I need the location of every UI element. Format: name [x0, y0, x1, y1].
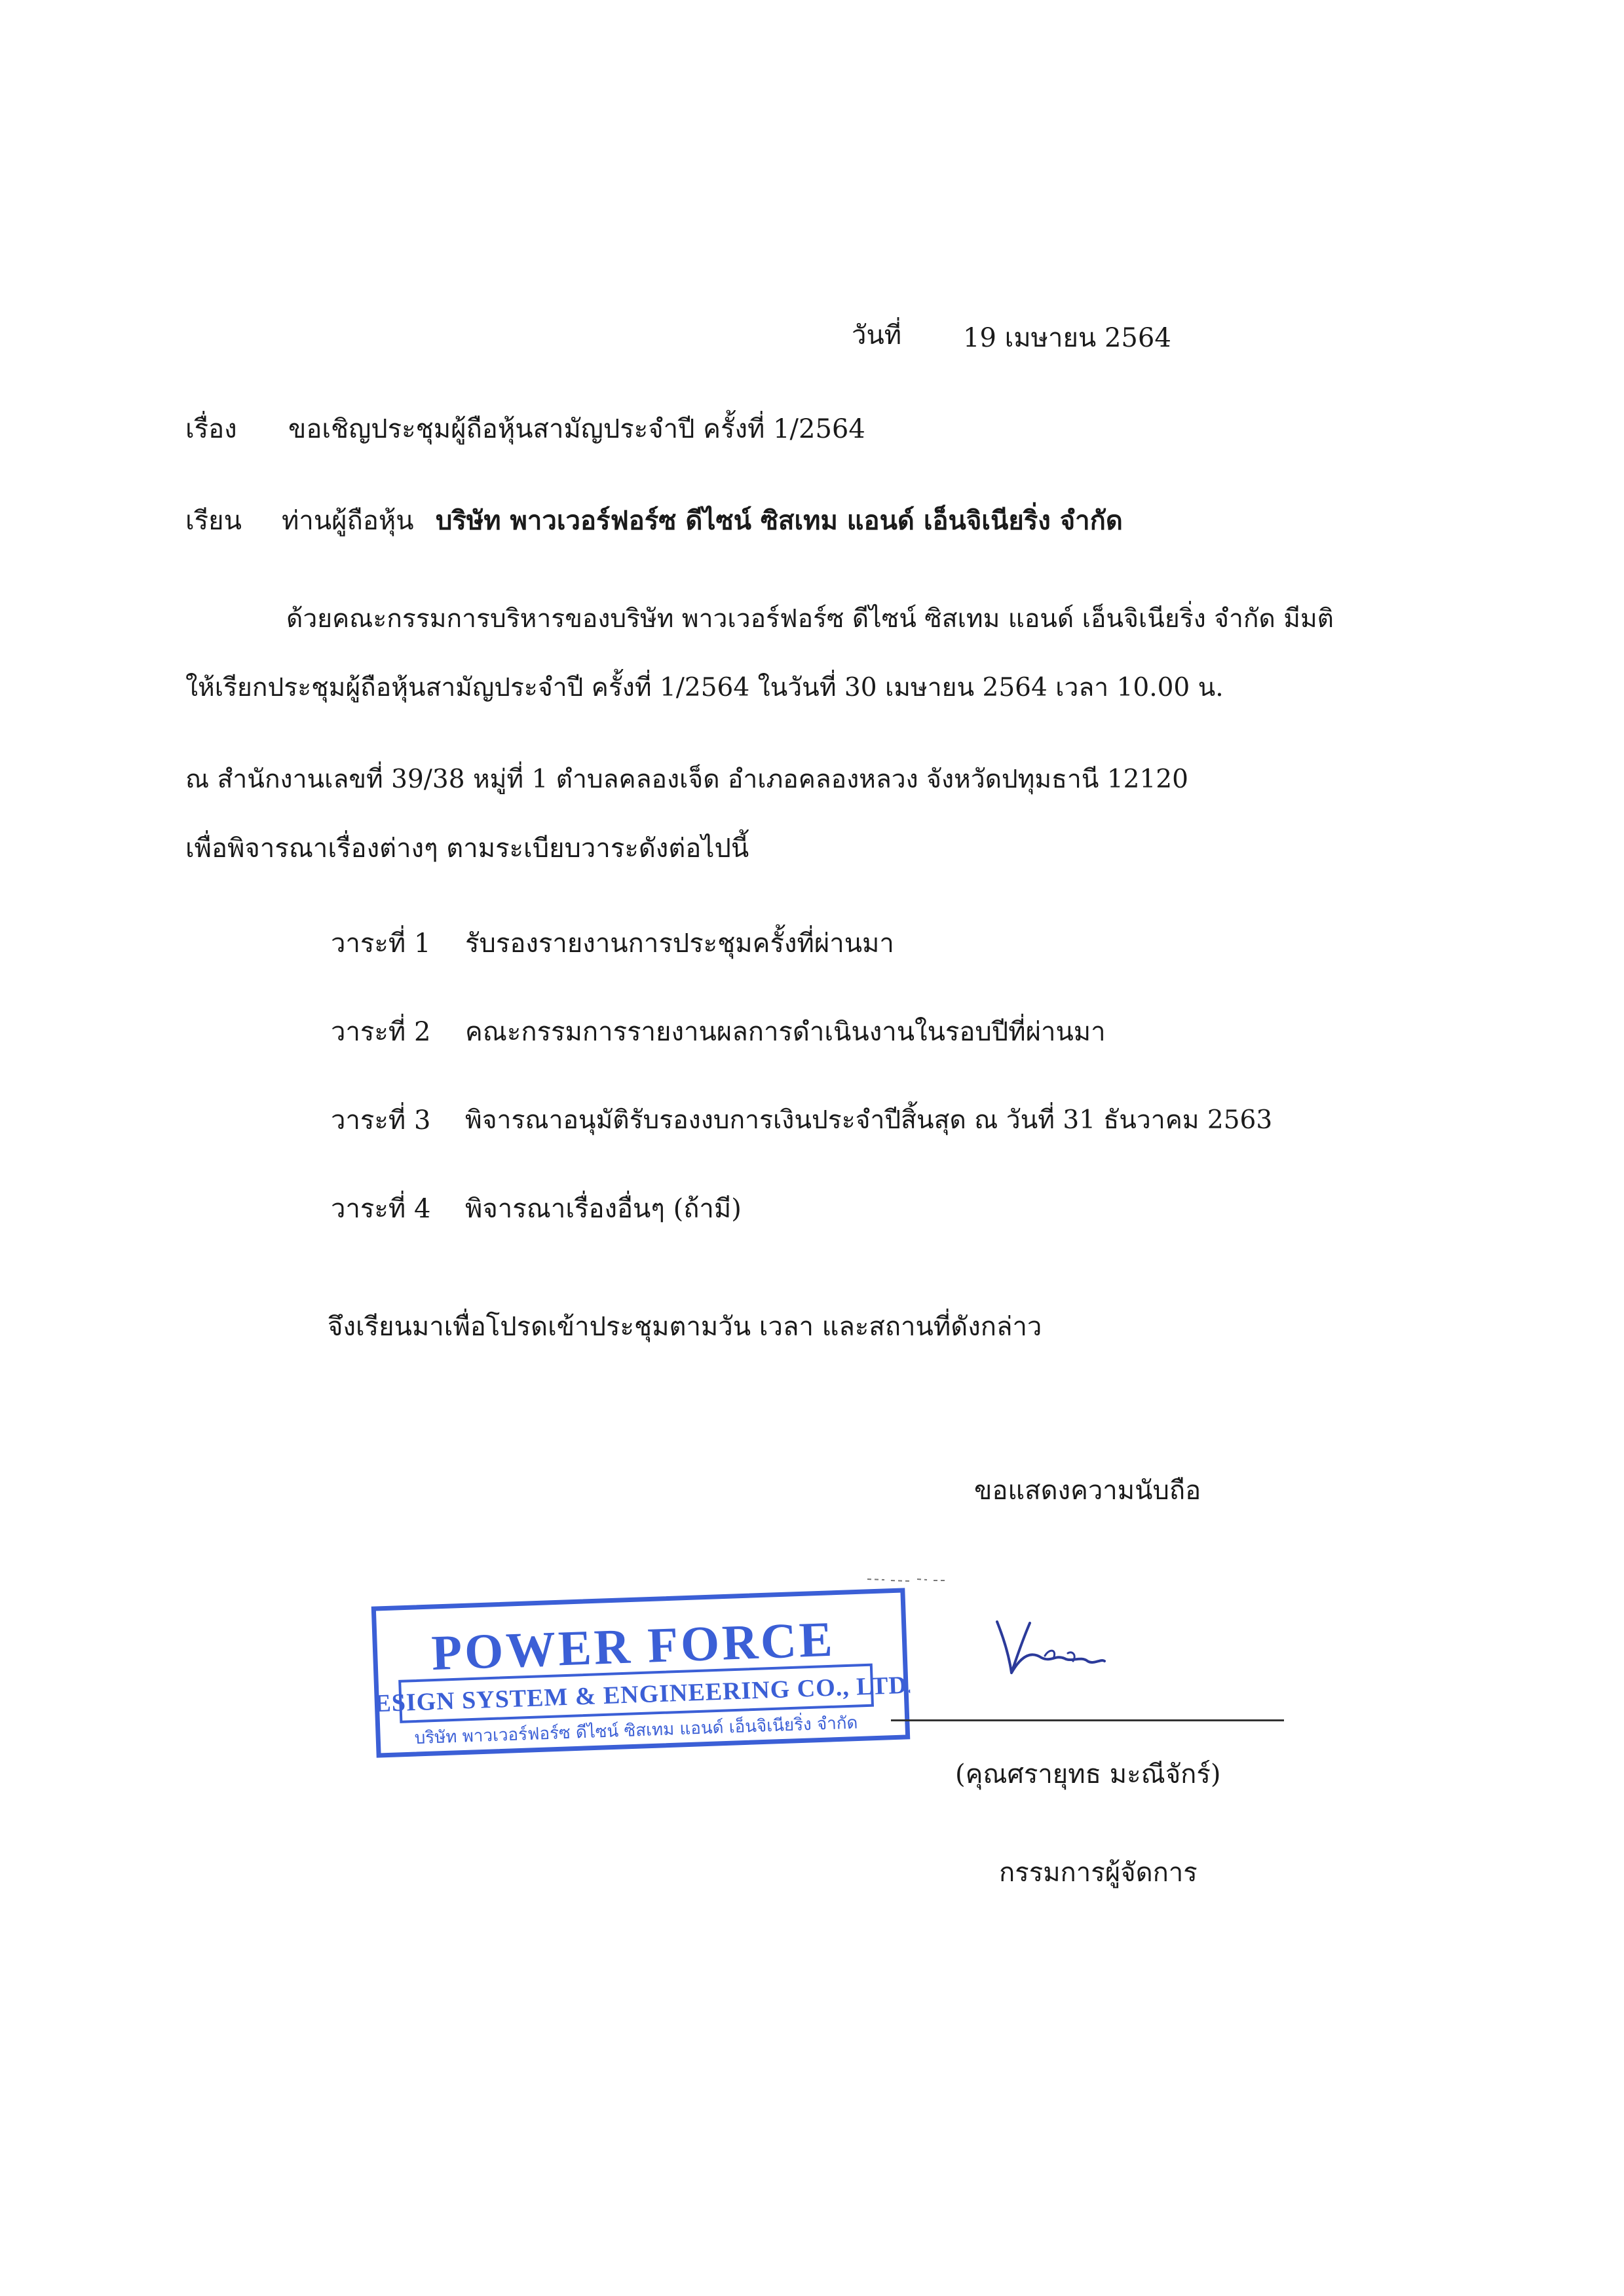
to-label: เรียน	[185, 506, 242, 536]
signatory-name: (คุณศรายุทธ มะณีจักร์)	[955, 1759, 1221, 1789]
handwritten-signature	[989, 1615, 1107, 1681]
stamp-line-3: บริษัท พาวเวอร์ฟอร์ซ ดีไซน์ ซิสเทม แอนด์ เอ็นจิเนียริ่ง จำกัด	[414, 1713, 858, 1749]
subject-text: ขอเชิญประชุมผู้ถือหุ้นสามัญประจำปี ครั้งที่ 1/2564	[288, 414, 865, 444]
regards-text: ขอแสดงความนับถือ	[974, 1476, 1201, 1506]
agenda-text-4: พิจารณาเรื่องอื่นๆ (ถ้ามี)	[465, 1194, 742, 1224]
body-line-2: ให้เรียกประชุมผู้ถือหุ้นสามัญประจำปี ครั้งที่ 1/2564 ในวันที่ 30 เมษายน 2564 เวลา 10.00 น.	[185, 673, 1224, 702]
stamp-line-2: DESIGN SYSTEM & ENGINEERING CO., LTD.	[369, 1671, 912, 1719]
to-prefix: ท่านผู้ถือหุ้น	[282, 506, 414, 536]
body-line-4: เพื่อพิจารณาเรื่องต่างๆ ตามระเบียบวาระดังต่อไปนี้	[185, 833, 749, 864]
closing-text: จึงเรียนมาเพื่อโปรดเข้าประชุมตามวัน เวลา และสถานที่ดังกล่าว	[328, 1312, 1042, 1342]
agenda-label-4: วาระที่ 4	[331, 1194, 431, 1224]
stamp-graphic	[369, 1586, 912, 1759]
date-value: 19 เมษายน 2564	[963, 323, 1171, 353]
date-label: วันที่	[852, 320, 902, 351]
agenda-label-1: วาระที่ 1	[331, 928, 431, 959]
company-stamp	[369, 1586, 912, 1759]
body-line-3: ณ สำนักงานเลขที่ 39/38 หมู่ที่ 1 ตำบลคลองเจ็ด อำเภอคลองหลวง จังหวัดปทุมธานี 12120	[185, 765, 1188, 794]
signature-line	[891, 1719, 1284, 1721]
stamp-line-1: POWER FORCE	[430, 1611, 836, 1681]
subject-label: เรื่อง	[185, 414, 237, 444]
agenda-label-3: วาระที่ 3	[331, 1105, 431, 1136]
scan-specks	[865, 1574, 950, 1584]
to-company: บริษัท พาวเวอร์ฟอร์ซ ดีไซน์ ซิสเทม แอนด์ เอ็นจิเนียริ่ง จำกัด	[436, 505, 1123, 536]
agenda-text-3: พิจารณาอนุมัติรับรองงบการเงินประจำปีสิ้นสุด ณ วันที่ 31 ธันวาคม 2563	[465, 1105, 1273, 1135]
agenda-text-2: คณะกรรมการรายงานผลการดำเนินงานในรอบปีที่ผ่านมา	[465, 1017, 1106, 1047]
body-line-1: ด้วยคณะกรรมการบริหารของบริษัท พาวเวอร์ฟอร์ซ ดีไซน์ ซิสเทม แอนด์ เอ็นจิเนียริ่ง จำกัด มีมติ	[286, 604, 1334, 634]
agenda-label-2: วาระที่ 2	[331, 1017, 431, 1047]
agenda-text-1: รับรองรายงานการประชุมครั้งที่ผ่านมา	[465, 928, 894, 959]
signatory-title: กรรมการผู้จัดการ	[999, 1858, 1198, 1888]
